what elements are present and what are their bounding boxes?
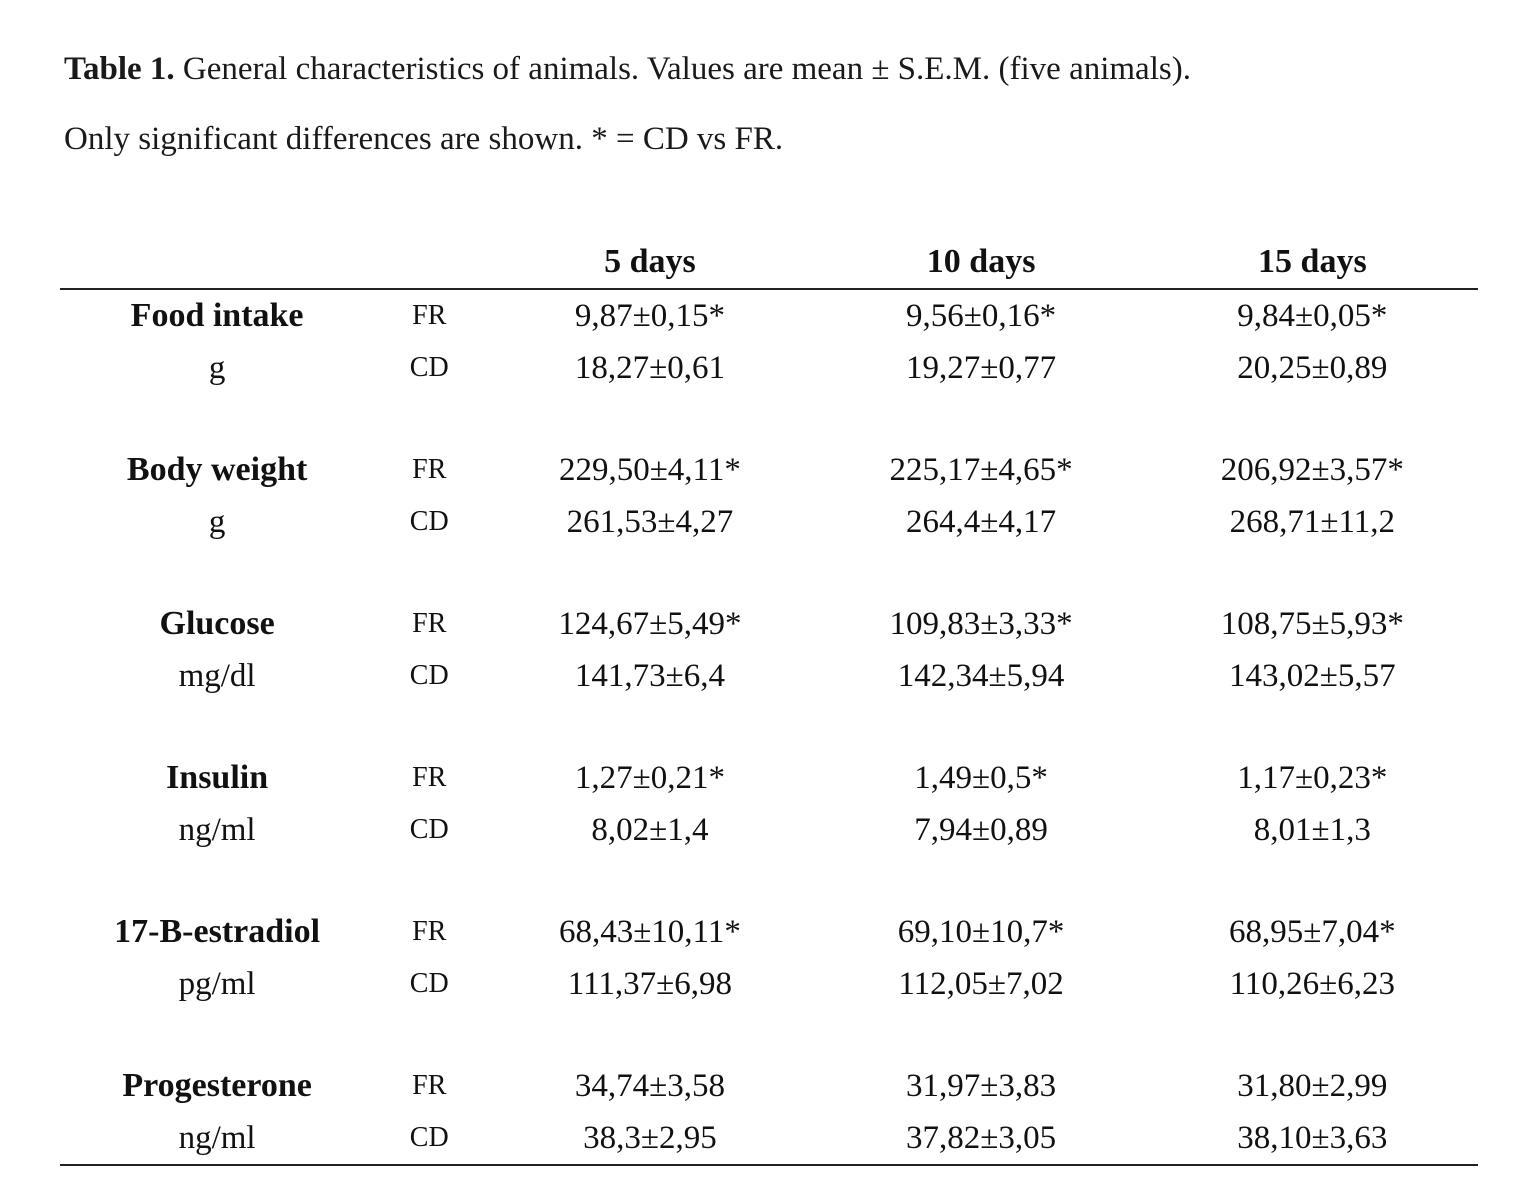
table-cell: 68,95±7,04* — [1229, 914, 1396, 950]
caption-line-1 — [64, 34, 1484, 104]
table-row — [60, 1112, 1478, 1165]
table-cell: 9,84±0,05* — [1237, 298, 1388, 334]
variable-unit: mg/dl — [178, 658, 256, 694]
table-cell: 111,37±6,98 — [567, 966, 732, 1002]
row-spacer — [60, 394, 1478, 444]
variable-unit: ng/ml — [178, 812, 256, 848]
table-cell: 19,27±0,77 — [906, 350, 1057, 386]
table-cell: 261,53±4,27 — [566, 504, 734, 540]
table-cell: 108,75±5,93* — [1220, 606, 1404, 642]
table-cell: 18,27±0,61 — [574, 350, 725, 386]
table-row — [60, 804, 1478, 856]
data-table — [60, 236, 1478, 1166]
table-cell: 20,25±0,89 — [1237, 350, 1388, 386]
row-spacer — [60, 702, 1478, 752]
table-cell: 8,02±1,4 — [591, 812, 709, 848]
column-header: 5 days — [484, 236, 815, 289]
group-label: FR — [412, 608, 447, 639]
table-cell: 143,02±5,57 — [1229, 658, 1396, 694]
table-caption — [64, 34, 1484, 174]
table-cell: 229,50±4,11* — [558, 452, 741, 488]
group-label: FR — [412, 762, 447, 793]
column-header — [374, 236, 484, 289]
table-cell: 110,26±6,23 — [1229, 966, 1396, 1002]
variable-unit: g — [208, 350, 226, 386]
table-cell: 68,43±10,11* — [558, 914, 741, 950]
table-cell: 142,34±5,94 — [897, 658, 1065, 694]
table-cell: 9,56±0,16* — [906, 298, 1057, 334]
column-header — [60, 236, 374, 289]
table-row — [60, 496, 1478, 548]
table-cell: 141,73±6,4 — [574, 658, 725, 694]
table-row — [60, 598, 1478, 650]
group-label: FR — [412, 300, 447, 331]
table-cell: 206,92±3,57* — [1220, 452, 1404, 488]
group-label: CD — [409, 506, 449, 537]
row-spacer — [60, 856, 1478, 906]
table-cell: 1,49±0,5* — [914, 760, 1048, 796]
table-row — [60, 342, 1478, 394]
row-spacer — [60, 548, 1478, 598]
variable-name: Insulin — [166, 759, 269, 796]
variable-name: 17-B-estradiol — [114, 913, 321, 950]
group-label: CD — [409, 814, 449, 845]
table-body — [60, 289, 1478, 1165]
variable-unit: pg/ml — [178, 966, 256, 1002]
caption-line-2: Only significant differences are shown. * = CD vs FR. — [64, 121, 784, 157]
group-label: CD — [409, 968, 449, 999]
table-cell: 112,05±7,02 — [898, 966, 1064, 1002]
table-cell: 31,97±3,83 — [906, 1068, 1057, 1104]
table-row — [60, 958, 1478, 1010]
group-label: FR — [412, 1070, 447, 1101]
variable-name: Glucose — [159, 605, 275, 642]
group-label: FR — [412, 916, 447, 947]
caption-label: Table 1. — [64, 51, 175, 87]
group-label: CD — [409, 660, 449, 691]
table-cell: 8,01±1,3 — [1253, 812, 1371, 848]
variable-name: Progesterone — [122, 1067, 312, 1104]
table-row — [60, 906, 1478, 958]
variable-name: Food intake — [130, 297, 304, 334]
column-header: 10 days — [816, 236, 1147, 289]
table-cell: 264,4±4,17 — [906, 504, 1057, 540]
variable-name: Body weight — [126, 451, 308, 488]
table-cell: 109,83±3,33* — [889, 606, 1073, 642]
variable-unit: ng/ml — [178, 1120, 256, 1156]
table-row — [60, 444, 1478, 496]
table-cell: 38,10±3,63 — [1237, 1120, 1388, 1156]
table-cell: 124,67±5,49* — [558, 606, 742, 642]
column-header: 15 days — [1147, 236, 1478, 289]
table-header-row — [60, 236, 1478, 289]
table-cell: 37,82±3,05 — [906, 1120, 1057, 1156]
group-label: FR — [412, 454, 447, 485]
variable-unit: g — [208, 504, 226, 540]
table-cell: 31,80±2,99 — [1237, 1068, 1388, 1104]
table-cell: 225,17±4,65* — [889, 452, 1073, 488]
table-row — [60, 289, 1478, 342]
table-cell: 1,17±0,23* — [1237, 760, 1388, 796]
table-cell: 69,10±10,7* — [897, 914, 1065, 950]
table-row — [60, 1060, 1478, 1112]
row-spacer — [60, 1010, 1478, 1060]
table-cell: 268,71±11,2 — [1229, 504, 1396, 540]
table-cell: 9,87±0,15* — [574, 298, 725, 334]
caption-text-1: General characteristics of animals. Values are mean ± S.E.M. (five animals). — [182, 51, 1191, 87]
group-label: CD — [409, 1122, 449, 1153]
table-cell: 38,3±2,95 — [583, 1120, 717, 1156]
table-cell: 7,94±0,89 — [914, 812, 1048, 848]
table-cell: 34,74±3,58 — [574, 1068, 725, 1104]
table-row — [60, 650, 1478, 702]
data-table-container — [60, 236, 1478, 1166]
group-label: CD — [409, 352, 449, 383]
table-row — [60, 752, 1478, 804]
table-cell: 1,27±0,21* — [574, 760, 725, 796]
